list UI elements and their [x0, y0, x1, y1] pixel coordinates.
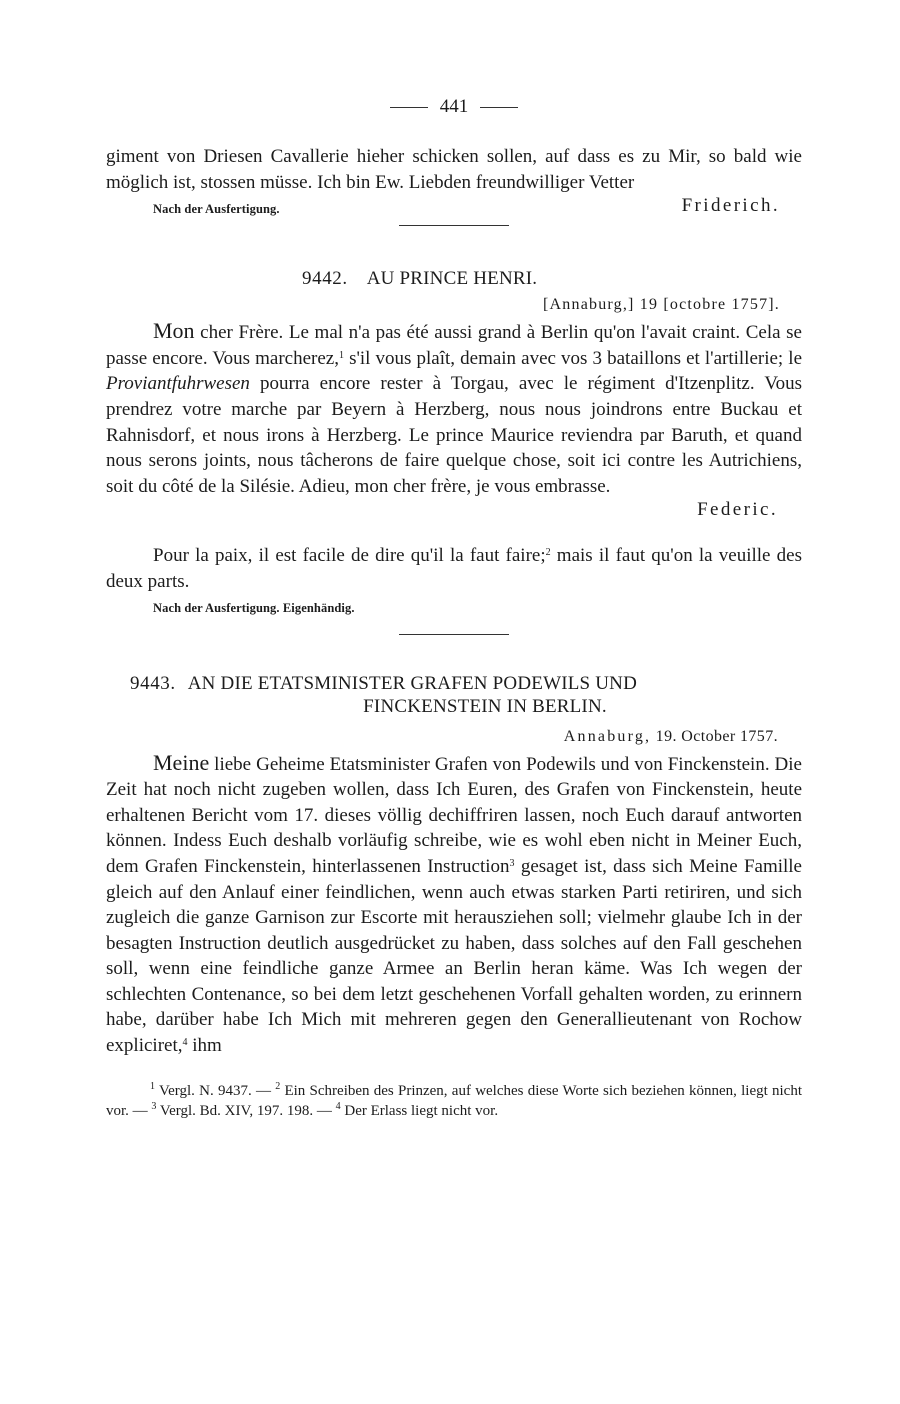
- body-text: ihm: [187, 1035, 222, 1057]
- body-text: gesaget ist, dass sich Meine Famille gleich auf den Anlauf einer feindlichen, wenn auch etwas starken Parti retiriren, und sich zugleich die ganze Garnison zur Escorte mit herausziehen soll; vielmehr glaube Ich in der besagten Instruction deutlich ausgedrücket zu haben, dass solches auf den Fall geschehen soll, wenn eine feindliche ganze Armee an Berlin heran käme. Was Ich wegen der schlechten Contenance, so bei dem letzt geschehenen Vorfall gehalten worden, zu erinnern habe, darüber habe Ich Mich mit mehreren gegen den Generallieutenant von Rochow expliciret,: [106, 855, 802, 1057]
- body-text: liebe Geheime Etatsminister Grafen von Podewils und von Finckenstein. Die Zeit hat noch nicht zugeben wollen, dass Ich Euren, des Grafen von Finckenstein, heute erhaltenen Bericht vom 17. dieses völlig dechiffriren lassen, noch Euch darauf antworten können. Indess Euch deshalb vorläufig schreibe, wie es wohl eben nicht in Meiner Euch, dem Grafen Finckenstein, hinterlassenen Instruction: [106, 753, 802, 877]
- footnote-number: 2: [275, 1080, 281, 1092]
- source-note: Nach der Ausfertigung. Eigenhändig.: [153, 600, 355, 615]
- first-word: Meine: [153, 749, 210, 775]
- signature: Friderich.: [681, 195, 780, 217]
- document-title-line: AN DIE ETATSMINISTER GRAFEN PODEWILS UND: [187, 672, 638, 694]
- section-separator: [399, 225, 509, 226]
- footnote-number: 3: [151, 1101, 157, 1113]
- source-note: Nach der Ausfertigung.: [153, 202, 280, 217]
- footnote-marker[interactable]: 4: [182, 1037, 188, 1049]
- letter-body: [106, 318, 802, 499]
- body-text: Pour la paix, il est facile de dire qu'il la faut faire;: [153, 545, 546, 567]
- first-word: Mon: [153, 318, 195, 344]
- footnote-marker[interactable]: 2: [545, 547, 551, 559]
- dateline: [Annaburg,] 19 [octobre 1757].: [543, 296, 780, 314]
- document-heading: [302, 268, 802, 290]
- page-header: [106, 96, 802, 128]
- postscript: [106, 543, 802, 594]
- body-text: mais il faut qu'on la veuille des deux parts.: [106, 545, 802, 592]
- header-rule-right: [480, 107, 518, 108]
- body-text: cher Frère. Le mal n'a pas été aussi grand à Berlin qu'on l'avait craint. Cela se passe encore. Vous marcherez,: [106, 322, 802, 369]
- page-number: 441: [439, 96, 469, 117]
- dateline: [106, 728, 802, 746]
- italic-term: Proviantfuhrwesen: [106, 373, 250, 395]
- body-text: pourra encore rester à Torgau, avec le régiment d'Itzenplitz. Vous prendrez votre marche par Beyern à Herzberg, nous nous joindrons entre Buckau et Rahnisdorf, et nous irons à Herzberg. Le prince Maurice reviendra par Baruth, et quand nous serons joints, nous tâcherons de faire quelque chose, soit ici contre les Autrichiens, soit du côté de la Silésie. Adieu, mon cher frère, je vous embrasse.: [106, 373, 802, 497]
- footnote-text: Der Erlass liegt nicht vor.: [340, 1103, 499, 1120]
- document-page: [106, 96, 802, 1122]
- document-title: AU PRINCE HENRI.: [366, 268, 538, 290]
- footnote-text: Ein Schreiben des Prinzen, auf welches diese Worte sich beziehen können, liegt nicht vor. —: [106, 1082, 803, 1120]
- header-rule-left: [390, 107, 428, 108]
- footnote-text: Vergl. N. 9437. —: [155, 1082, 276, 1099]
- footnotes: [106, 1081, 802, 1122]
- continuation-signature-row: [106, 197, 802, 223]
- continuation-paragraph: giment von Driesen Cavallerie hieher schicken sollen, auf dass es zu Mir, so bald wie möglich ist, stossen müsse. Ich bin Ew. Liebden freundwilliger Vetter: [106, 146, 802, 193]
- body-text: s'il vous plaît, demain avec vos 3 bataillons et l'artillerie; le: [343, 347, 803, 369]
- section-separator: [399, 634, 509, 635]
- signature: Federic.: [697, 499, 778, 521]
- footnote-text: Vergl. Bd. XIV, 197. 198. —: [156, 1103, 336, 1120]
- dateline-place: Annaburg,: [563, 727, 652, 745]
- document-heading: [106, 673, 802, 718]
- document-number: 9442.: [302, 268, 348, 290]
- dateline-date: 19. October 1757.: [651, 727, 778, 745]
- footnote-number: 4: [335, 1101, 341, 1113]
- footnote-marker[interactable]: 1: [338, 349, 344, 361]
- letter-body: [106, 750, 802, 1059]
- footnote-number: 1: [150, 1080, 155, 1092]
- document-title-line: FINCKENSTEIN IN BERLIN.: [363, 695, 607, 717]
- footnote-marker[interactable]: 3: [509, 857, 515, 869]
- document-number: 9443.: [130, 672, 176, 694]
